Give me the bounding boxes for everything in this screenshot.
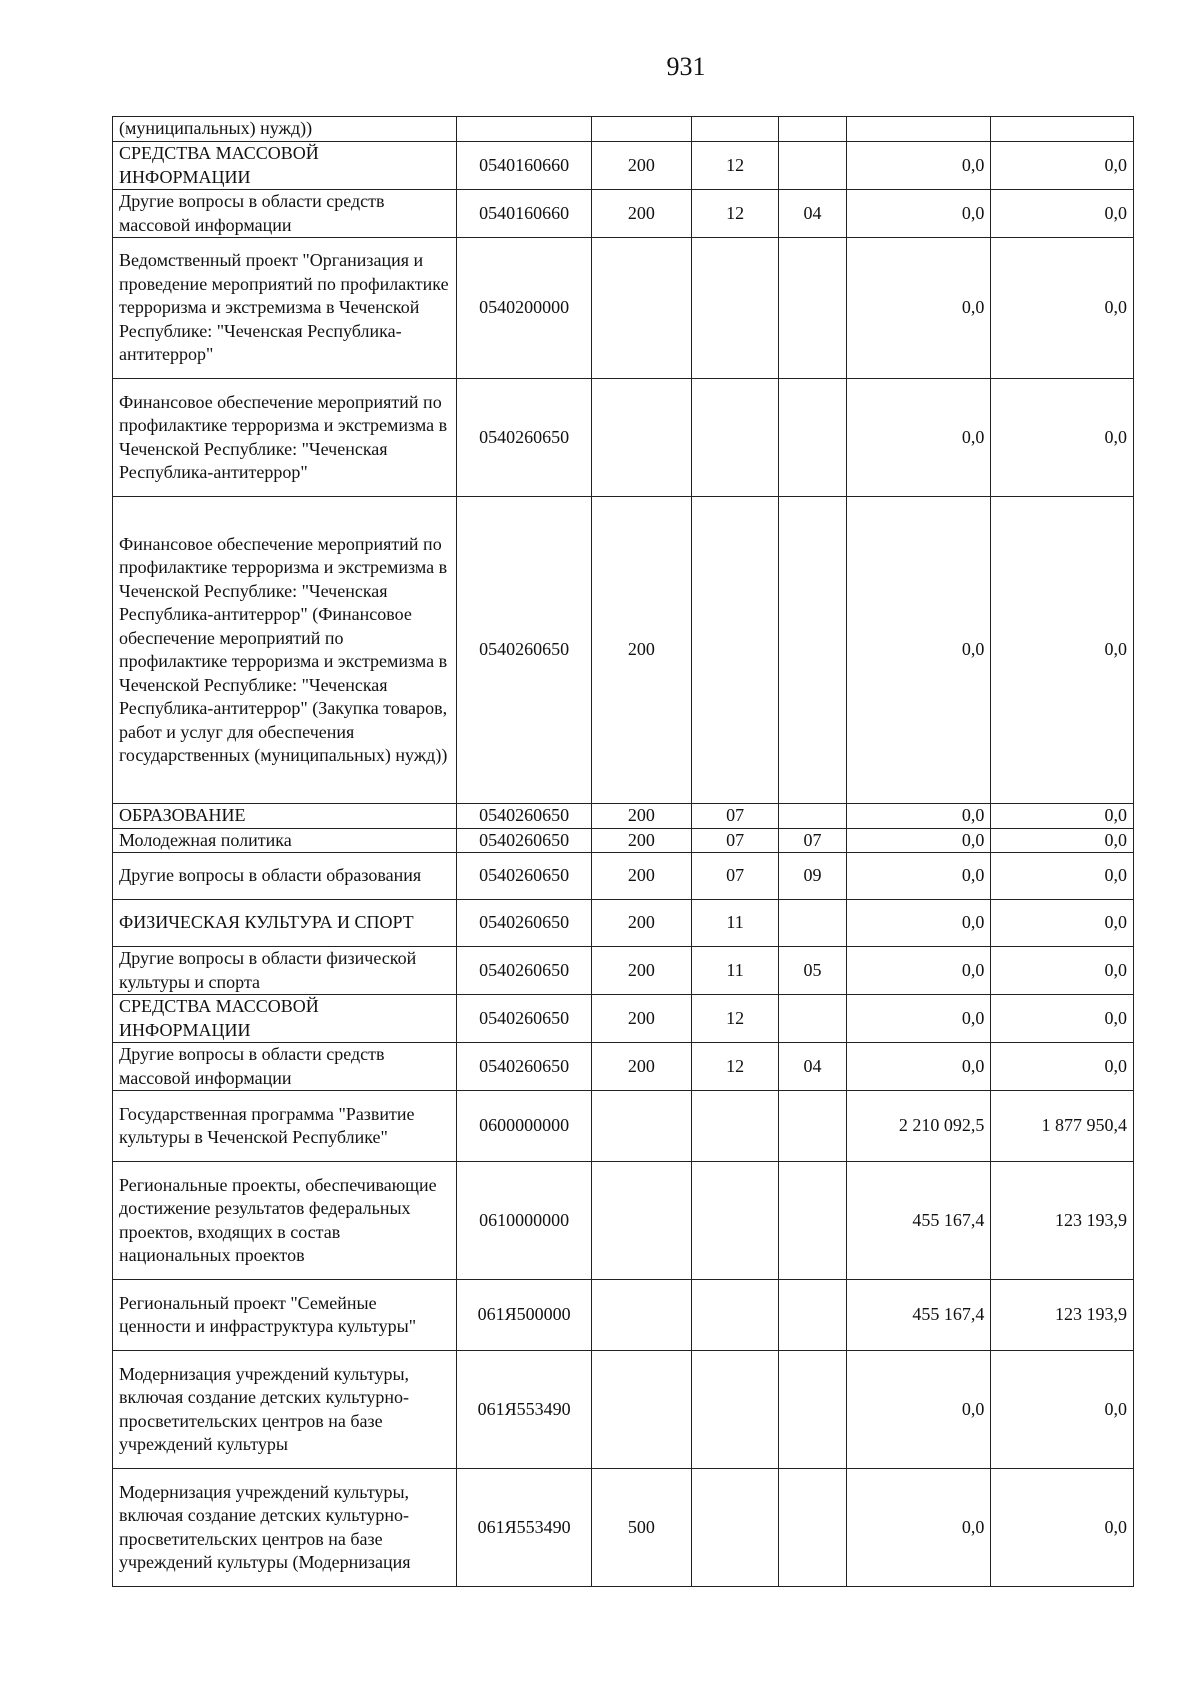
amount-year2-cell: 1 877 950,4 xyxy=(991,1091,1134,1162)
subsection-code-cell xyxy=(779,995,846,1043)
page-number: 931 xyxy=(666,52,706,81)
amount-year2-cell: 123 193,9 xyxy=(991,1280,1134,1351)
amount-year1-cell: 0,0 xyxy=(846,947,991,995)
table-row xyxy=(113,142,1134,190)
amount-year1-cell: 0,0 xyxy=(846,1043,991,1091)
subsection-code-cell xyxy=(779,804,846,829)
target-article-code-cell: 0540160660 xyxy=(457,142,592,190)
item-name-cell: Региональные проекты, обеспечивающие достижение результатов федеральных проектов, входящих в состав национальных проектов xyxy=(113,1162,457,1280)
expense-type-cell xyxy=(591,379,691,497)
item-name-cell: Другие вопросы в области средств массовой информации xyxy=(113,1043,457,1091)
amount-year2-cell: 0,0 xyxy=(991,1469,1134,1587)
subsection-code-cell: 04 xyxy=(779,190,846,238)
subsection-code-cell xyxy=(779,1351,846,1469)
amount-year2-cell: 0,0 xyxy=(991,804,1134,829)
table-row xyxy=(113,828,1134,853)
section-code-cell xyxy=(691,1280,779,1351)
target-article-code-cell: 0540260650 xyxy=(457,379,592,497)
target-article-code-cell: 061Я553490 xyxy=(457,1469,592,1587)
table-row xyxy=(113,995,1134,1043)
expense-type-cell: 200 xyxy=(591,1043,691,1091)
item-name-cell: (муниципальных) нужд)) xyxy=(113,117,457,142)
amount-year1-cell: 0,0 xyxy=(846,497,991,804)
table-body xyxy=(113,117,1134,1587)
amount-year2-cell: 0,0 xyxy=(991,1043,1134,1091)
subsection-code-cell: 09 xyxy=(779,853,846,900)
amount-year2-cell: 0,0 xyxy=(991,947,1134,995)
expense-type-cell xyxy=(591,1351,691,1469)
section-code-cell: 12 xyxy=(691,142,779,190)
amount-year1-cell xyxy=(846,117,991,142)
expense-type-cell xyxy=(591,238,691,379)
table-row xyxy=(113,190,1134,238)
expense-type-cell: 200 xyxy=(591,995,691,1043)
expense-type-cell xyxy=(591,1091,691,1162)
expense-type-cell: 200 xyxy=(591,142,691,190)
amount-year2-cell: 0,0 xyxy=(991,190,1134,238)
section-code-cell: 11 xyxy=(691,900,779,947)
item-name-cell: ФИЗИЧЕСКАЯ КУЛЬТУРА И СПОРТ xyxy=(113,900,457,947)
item-name-cell: СРЕДСТВА МАССОВОЙ ИНФОРМАЦИИ xyxy=(113,142,457,190)
table-row xyxy=(113,1280,1134,1351)
subsection-code-cell: 07 xyxy=(779,828,846,853)
item-name-cell: ОБРАЗОВАНИЕ xyxy=(113,804,457,829)
table-row xyxy=(113,1162,1134,1280)
amount-year2-cell: 0,0 xyxy=(991,995,1134,1043)
item-name-cell: СРЕДСТВА МАССОВОЙ ИНФОРМАЦИИ xyxy=(113,995,457,1043)
amount-year2-cell: 0,0 xyxy=(991,853,1134,900)
item-name-cell: Ведомственный проект "Организация и проведение мероприятий по профилактике терроризма и экстремизма в Чеченской Республике: "Чеченская Республика-антитеррор" xyxy=(113,238,457,379)
item-name-cell: Финансовое обеспечение мероприятий по профилактике терроризма и экстремизма в Чеченской Республике: "Чеченская Республика-антитеррор" xyxy=(113,379,457,497)
section-code-cell: 11 xyxy=(691,947,779,995)
item-name-cell: Региональный проект "Семейные ценности и инфраструктура культуры" xyxy=(113,1280,457,1351)
amount-year2-cell xyxy=(991,117,1134,142)
amount-year1-cell: 0,0 xyxy=(846,190,991,238)
target-article-code-cell: 0600000000 xyxy=(457,1091,592,1162)
subsection-code-cell: 05 xyxy=(779,947,846,995)
target-article-code-cell: 0540260650 xyxy=(457,995,592,1043)
expense-type-cell: 500 xyxy=(591,1469,691,1587)
target-article-code-cell: 0540260650 xyxy=(457,853,592,900)
amount-year1-cell: 0,0 xyxy=(846,804,991,829)
target-article-code-cell: 0540260650 xyxy=(457,804,592,829)
section-code-cell xyxy=(691,1469,779,1587)
amount-year2-cell: 0,0 xyxy=(991,238,1134,379)
section-code-cell: 07 xyxy=(691,853,779,900)
subsection-code-cell xyxy=(779,142,846,190)
section-code-cell xyxy=(691,238,779,379)
section-code-cell: 12 xyxy=(691,995,779,1043)
subsection-code-cell xyxy=(779,238,846,379)
subsection-code-cell xyxy=(779,379,846,497)
expense-type-cell: 200 xyxy=(591,804,691,829)
item-name-cell: Другие вопросы в области средств массовой информации xyxy=(113,190,457,238)
target-article-code-cell: 0610000000 xyxy=(457,1162,592,1280)
table-row xyxy=(113,379,1134,497)
target-article-code-cell: 0540260650 xyxy=(457,947,592,995)
amount-year1-cell: 0,0 xyxy=(846,142,991,190)
table-row xyxy=(113,900,1134,947)
expense-type-cell: 200 xyxy=(591,190,691,238)
table-row xyxy=(113,1043,1134,1091)
expense-type-cell: 200 xyxy=(591,853,691,900)
section-code-cell: 07 xyxy=(691,804,779,829)
amount-year1-cell: 455 167,4 xyxy=(846,1280,991,1351)
subsection-code-cell xyxy=(779,497,846,804)
table-row xyxy=(113,117,1134,142)
expense-type-cell: 200 xyxy=(591,947,691,995)
table-row xyxy=(113,853,1134,900)
section-code-cell: 12 xyxy=(691,190,779,238)
section-code-cell xyxy=(691,379,779,497)
item-name-cell: Другие вопросы в области образования xyxy=(113,853,457,900)
amount-year1-cell: 0,0 xyxy=(846,828,991,853)
table-row xyxy=(113,1469,1134,1587)
amount-year1-cell: 2 210 092,5 xyxy=(846,1091,991,1162)
amount-year1-cell: 0,0 xyxy=(846,1469,991,1587)
expense-type-cell: 200 xyxy=(591,900,691,947)
target-article-code-cell xyxy=(457,117,592,142)
subsection-code-cell xyxy=(779,1091,846,1162)
target-article-code-cell: 0540260650 xyxy=(457,900,592,947)
table-row xyxy=(113,497,1134,804)
item-name-cell: Модернизация учреждений культуры, включая создание детских культурно-просветительских центров на базе учреждений культуры (Модернизация xyxy=(113,1469,457,1587)
target-article-code-cell: 061Я500000 xyxy=(457,1280,592,1351)
amount-year2-cell: 0,0 xyxy=(991,379,1134,497)
section-code-cell: 12 xyxy=(691,1043,779,1091)
target-article-code-cell: 061Я553490 xyxy=(457,1351,592,1469)
subsection-code-cell xyxy=(779,117,846,142)
amount-year2-cell: 0,0 xyxy=(991,900,1134,947)
subsection-code-cell xyxy=(779,1469,846,1587)
item-name-cell: Модернизация учреждений культуры, включая создание детских культурно-просветительских центров на базе учреждений культуры xyxy=(113,1351,457,1469)
table-row xyxy=(113,238,1134,379)
amount-year1-cell: 0,0 xyxy=(846,853,991,900)
budget-table xyxy=(112,116,1134,1587)
amount-year2-cell: 0,0 xyxy=(991,828,1134,853)
amount-year2-cell: 0,0 xyxy=(991,497,1134,804)
expense-type-cell xyxy=(591,1280,691,1351)
section-code-cell: 07 xyxy=(691,828,779,853)
amount-year1-cell: 0,0 xyxy=(846,238,991,379)
amount-year1-cell: 0,0 xyxy=(846,995,991,1043)
amount-year2-cell: 123 193,9 xyxy=(991,1162,1134,1280)
target-article-code-cell: 0540160660 xyxy=(457,190,592,238)
section-code-cell xyxy=(691,1162,779,1280)
expense-type-cell: 200 xyxy=(591,497,691,804)
amount-year2-cell: 0,0 xyxy=(991,142,1134,190)
target-article-code-cell: 0540200000 xyxy=(457,238,592,379)
expense-type-cell: 200 xyxy=(591,828,691,853)
subsection-code-cell: 04 xyxy=(779,1043,846,1091)
table-row xyxy=(113,1091,1134,1162)
item-name-cell: Другие вопросы в области физической культуры и спорта xyxy=(113,947,457,995)
table-row xyxy=(113,1351,1134,1469)
amount-year1-cell: 0,0 xyxy=(846,379,991,497)
target-article-code-cell: 0540260650 xyxy=(457,1043,592,1091)
item-name-cell: Государственная программа "Развитие культуры в Чеченской Республике" xyxy=(113,1091,457,1162)
table-row xyxy=(113,804,1134,829)
section-code-cell xyxy=(691,1351,779,1469)
subsection-code-cell xyxy=(779,900,846,947)
amount-year2-cell: 0,0 xyxy=(991,1351,1134,1469)
amount-year1-cell: 455 167,4 xyxy=(846,1162,991,1280)
subsection-code-cell xyxy=(779,1280,846,1351)
section-code-cell xyxy=(691,497,779,804)
section-code-cell xyxy=(691,117,779,142)
target-article-code-cell: 0540260650 xyxy=(457,828,592,853)
expense-type-cell xyxy=(591,117,691,142)
amount-year1-cell: 0,0 xyxy=(846,900,991,947)
section-code-cell xyxy=(691,1091,779,1162)
target-article-code-cell: 0540260650 xyxy=(457,497,592,804)
subsection-code-cell xyxy=(779,1162,846,1280)
item-name-cell: Финансовое обеспечение мероприятий по профилактике терроризма и экстремизма в Чеченской Республике: "Чеченская Республика-антитеррор" (Финансовое обеспечение мероприятий по профилактике терроризма и экстремизма в Чеченской Республике: "Чеченская Республика-антитеррор" (Закупка товаров, работ и услуг для обеспечения государственных (муниципальных) нужд)) xyxy=(113,497,457,804)
item-name-cell: Молодежная политика xyxy=(113,828,457,853)
table-row xyxy=(113,947,1134,995)
amount-year1-cell: 0,0 xyxy=(846,1351,991,1469)
expense-type-cell xyxy=(591,1162,691,1280)
